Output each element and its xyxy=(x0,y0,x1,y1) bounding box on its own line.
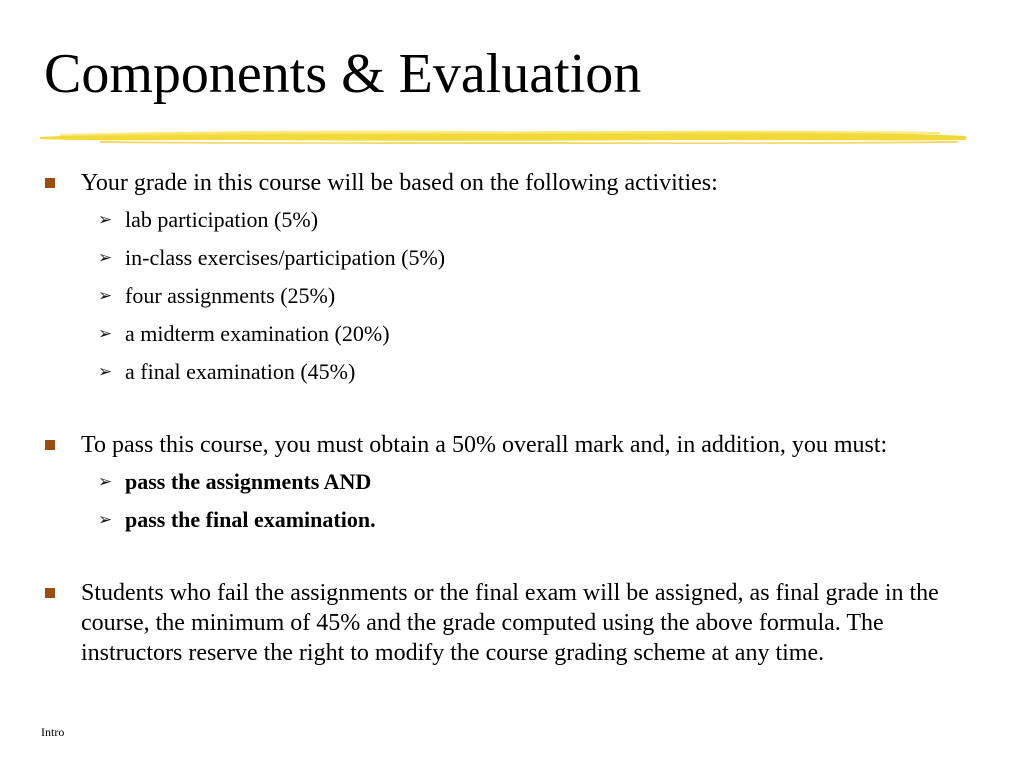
title-underline-highlight xyxy=(40,126,966,146)
list-item-text: pass the final examination. xyxy=(125,507,376,532)
bullet-fail-policy xyxy=(44,578,974,668)
list-item xyxy=(44,239,974,277)
list-item xyxy=(44,463,974,501)
arrow-bullet-icon: ➢ xyxy=(98,286,113,306)
requirement-list xyxy=(44,463,974,539)
square-bullet-icon xyxy=(45,178,55,188)
list-item-text: lab participation (5%) xyxy=(125,207,319,232)
bullet-pass-requirements xyxy=(44,430,974,460)
list-item xyxy=(44,315,974,353)
bullet-grade-activities xyxy=(44,168,974,198)
bullet-text: Students who fail the assignments or the final exam will be assigned, as final grade in the course, the minimum of 45% and the grade computed using the above formula. The instructors reserve the right to modify the course grading scheme at any time. xyxy=(81,580,939,666)
arrow-bullet-icon: ➢ xyxy=(98,210,113,230)
list-item xyxy=(44,501,974,539)
arrow-bullet-icon: ➢ xyxy=(98,510,113,530)
list-item-text: four assignments (25%) xyxy=(125,283,336,308)
square-bullet-icon xyxy=(45,440,55,450)
arrow-bullet-icon: ➢ xyxy=(98,472,113,492)
slide-title: Components & Evaluation xyxy=(44,43,642,105)
bullet-text: Your grade in this course will be based on the following activities: xyxy=(81,170,718,196)
list-item-text: pass the assignments AND xyxy=(125,469,372,494)
list-item xyxy=(44,277,974,315)
list-item-text: a midterm examination (20%) xyxy=(125,321,390,346)
arrow-bullet-icon: ➢ xyxy=(98,324,113,344)
arrow-bullet-icon: ➢ xyxy=(98,248,113,268)
list-item xyxy=(44,201,974,239)
list-item-text: in-class exercises/participation (5%) xyxy=(125,245,446,270)
arrow-bullet-icon: ➢ xyxy=(98,362,113,382)
list-item xyxy=(44,353,974,391)
square-bullet-icon xyxy=(45,588,55,598)
activity-list xyxy=(44,201,974,391)
slide-content xyxy=(44,168,974,668)
bullet-text: To pass this course, you must obtain a 50% overall mark and, in addition, you must: xyxy=(81,432,888,458)
slide-footer-label: Intro xyxy=(41,725,65,739)
list-item-text: a final examination (45%) xyxy=(125,359,356,384)
